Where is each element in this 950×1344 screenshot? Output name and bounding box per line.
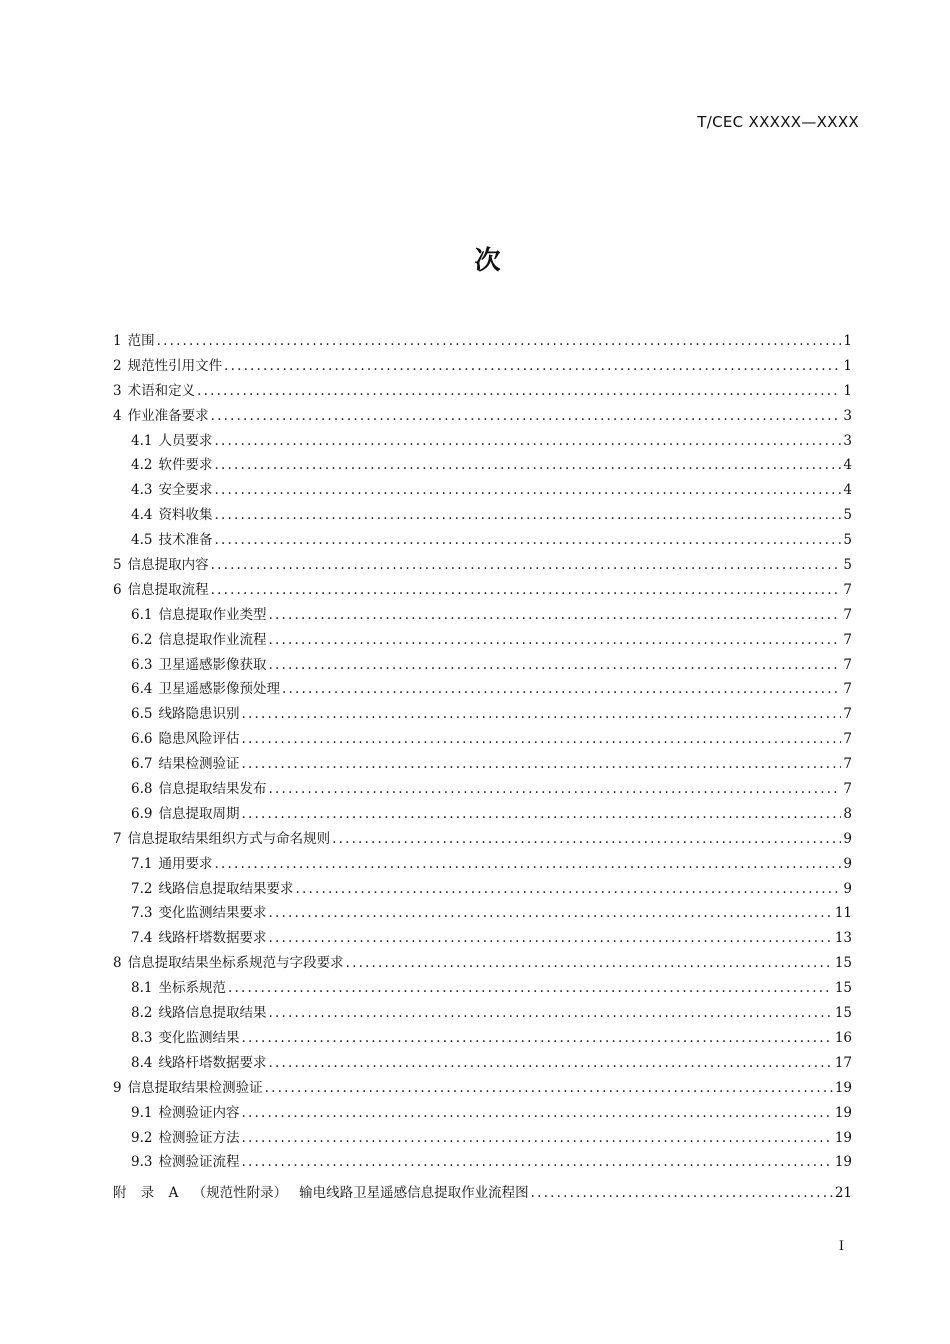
toc-entry-label: 卫星遥感影像预处理: [158, 681, 280, 698]
toc-leader-dots: [211, 582, 842, 598]
toc-entry-number: 4.5: [131, 532, 153, 549]
toc-entry-page: 4: [843, 457, 852, 474]
toc-entry[interactable]: [113, 752, 852, 777]
toc-entry-label: 输电线路卫星遥感信息提取作业流程图: [299, 1185, 529, 1202]
toc-entry-page: 9: [843, 855, 852, 872]
toc-entry-number: 9.1: [131, 1104, 153, 1121]
toc-entry[interactable]: [113, 478, 852, 503]
toc-entry-page: 15: [834, 1005, 852, 1022]
toc-entry-page: 7: [843, 731, 852, 748]
toc-entry[interactable]: [113, 628, 852, 653]
toc-leader-dots: [282, 681, 841, 697]
toc-entry-page: 4: [843, 482, 852, 499]
toc-entry-number: 6.5: [131, 706, 153, 723]
toc-entry-page: 19: [834, 1104, 852, 1121]
toc-entry-label: 线路杆塔数据要求: [158, 930, 267, 947]
toc-leader-dots: [241, 1130, 832, 1146]
toc-leader-dots: [241, 1154, 832, 1170]
toc-leader-dots: [228, 980, 833, 996]
toc-entry-page: 1: [843, 382, 852, 399]
toc-leader-dots: [224, 358, 841, 374]
toc-entry-page: 7: [843, 756, 852, 773]
toc-entry-page: 3: [843, 407, 852, 424]
toc-entry-number: 附 录 A （规范性附录）: [113, 1185, 288, 1202]
toc-entry-page: 9: [843, 880, 852, 897]
toc-entry-appendix-a[interactable]: [113, 1181, 852, 1206]
toc-entry-label: 变化监测结果要求: [158, 905, 267, 922]
toc-entry-page: 7: [843, 656, 852, 673]
toc-entry[interactable]: [113, 329, 852, 354]
toc-entries: [113, 329, 852, 1175]
toc-entry-number: 8.2: [131, 1005, 153, 1022]
toc-entry-label: 线路杆塔数据要求: [158, 1054, 267, 1071]
toc-leader-dots: [268, 781, 841, 797]
toc-entry-number: 8: [113, 955, 122, 972]
toc-entry[interactable]: [113, 877, 852, 902]
toc-leader-dots: [214, 457, 841, 473]
toc-entry-label: 线路信息提取结果: [158, 1005, 267, 1022]
toc-entry-page: 15: [834, 980, 852, 997]
toc-leader-dots: [214, 507, 841, 523]
toc-entry-number: 3: [113, 382, 122, 399]
toc-entry-number: 8.1: [131, 980, 153, 997]
toc-entry-page: 15: [834, 955, 852, 972]
toc-entry[interactable]: [113, 528, 852, 553]
toc-leader-dots: [241, 806, 841, 822]
toc-entry-page: 8: [843, 805, 852, 822]
toc-entry[interactable]: [113, 727, 852, 752]
toc-entry-label: 检测验证内容: [158, 1104, 240, 1121]
toc-entry[interactable]: [113, 976, 852, 1001]
toc-leader-dots: [211, 557, 842, 573]
toc-entry-number: 9.2: [131, 1129, 153, 1146]
toc-entry-label: 软件要求: [158, 457, 213, 474]
toc-entry-page: 5: [843, 532, 852, 549]
toc-entry-page: 3: [843, 432, 852, 449]
page-title: 次: [474, 246, 501, 276]
toc-entry[interactable]: [113, 453, 852, 478]
toc-entry[interactable]: [113, 852, 852, 877]
toc-entry-label: 信息提取结果组织方式与命名规则: [127, 830, 331, 847]
toc-entry-number: 7.4: [131, 930, 153, 947]
toc-entry[interactable]: [113, 827, 852, 852]
toc-entry[interactable]: [113, 578, 852, 603]
toc-leader-dots: [268, 930, 832, 946]
toc-entry-page: 7: [843, 706, 852, 723]
toc-entry[interactable]: [113, 702, 852, 727]
toc-leader-dots: [214, 433, 841, 449]
toc-entry-label: 作业准备要求: [127, 407, 209, 424]
toc-leader-dots: [241, 706, 841, 722]
toc-leader-dots: [241, 731, 841, 747]
toc-entry-number: 6: [113, 581, 122, 598]
toc-entry-number: 6.8: [131, 781, 153, 798]
toc-leader-dots: [332, 831, 841, 847]
toc-entry-number: 8.4: [131, 1054, 153, 1071]
toc-entry-number: 6.4: [131, 681, 153, 698]
toc-entry-label: 资料收集: [158, 507, 213, 524]
toc-leader-dots: [214, 532, 841, 548]
toc-leader-dots: [241, 756, 841, 772]
toc-leader-dots: [268, 632, 841, 648]
toc-entry[interactable]: [113, 677, 852, 702]
toc-entry-number: 8.3: [131, 1029, 153, 1046]
toc-entry[interactable]: [113, 1150, 852, 1175]
toc-leader-dots: [346, 955, 833, 971]
toc-entry-page: 5: [843, 557, 852, 574]
toc-entry-label: 信息提取结果检测验证: [127, 1079, 263, 1096]
toc-entry-label: 信息提取作业类型: [158, 606, 267, 623]
toc-entry-label: 隐患风险评估: [158, 731, 240, 748]
toc-entry[interactable]: [113, 503, 852, 528]
toc-entry-number: 5: [113, 557, 122, 574]
toc-entry-label: 术语和定义: [127, 382, 196, 399]
toc-entry-label: 检测验证方法: [158, 1129, 240, 1146]
toc-leader-dots: [268, 905, 832, 921]
toc-entry-page: 7: [843, 581, 852, 598]
toc-entry-label: 范围: [127, 333, 155, 349]
toc-entry-page: 5: [843, 507, 852, 524]
toc-entry-label: 技术准备: [158, 532, 213, 549]
page-number-footer: I: [838, 1239, 844, 1254]
toc-entry-label: 人员要求: [158, 432, 213, 449]
toc-entry-number: 9: [113, 1079, 122, 1096]
toc-entry-number: 2: [113, 357, 122, 374]
toc-entry-page: 7: [843, 606, 852, 623]
toc-entry-number: 7: [113, 830, 122, 847]
toc-entry-number: 1: [113, 333, 122, 349]
toc-entry[interactable]: [113, 354, 852, 379]
toc-entry[interactable]: [113, 603, 852, 628]
toc-entry[interactable]: [113, 1001, 852, 1026]
toc-entry[interactable]: [113, 777, 852, 802]
toc-entry-page: 7: [843, 631, 852, 648]
toc-entry-number: 6.7: [131, 756, 153, 773]
toc-entry-label: 安全要求: [158, 482, 213, 499]
toc-leader-dots: [268, 1055, 832, 1071]
toc-leader-dots: [531, 1185, 833, 1201]
toc-entry[interactable]: [113, 926, 852, 951]
toc-entry-page: 16: [834, 1029, 852, 1046]
toc-entry-page: 19: [834, 1129, 852, 1146]
toc-entry-number: 4.4: [131, 507, 153, 524]
toc-leader-dots: [241, 1105, 832, 1121]
toc-leader-dots: [268, 657, 841, 673]
toc-entry-page: 21: [834, 1185, 852, 1202]
toc-entry[interactable]: [113, 1101, 852, 1126]
toc-entry-number: 6.3: [131, 656, 153, 673]
toc-entry-number: 6.6: [131, 731, 153, 748]
toc-entry-page: 17: [834, 1054, 852, 1071]
toc-leader-dots: [268, 607, 841, 623]
toc-entry-label: 信息提取作业流程: [158, 631, 267, 648]
toc-entry-page: 13: [834, 930, 852, 947]
toc-entry[interactable]: [113, 1026, 852, 1051]
toc-leader-dots: [265, 1080, 833, 1096]
toc-entry[interactable]: [113, 802, 852, 827]
toc-leader-dots: [211, 408, 842, 424]
toc-entry-page: 1: [843, 357, 852, 374]
toc-entry-label: 通用要求: [158, 855, 213, 872]
toc-leader-dots: [214, 482, 841, 498]
toc-entry-number: 7.3: [131, 905, 153, 922]
toc-leader-dots: [295, 881, 841, 897]
toc-entry[interactable]: [113, 379, 852, 404]
toc-entry-label: 信息提取结果坐标系规范与字段要求: [127, 955, 344, 972]
toc-entry[interactable]: [113, 951, 852, 976]
toc-entry-page: 19: [834, 1079, 852, 1096]
toc-entry-page: 1: [843, 333, 852, 349]
toc-entry-number: 6.9: [131, 805, 153, 822]
toc-leader-dots: [268, 1005, 832, 1021]
toc-entry-label: 信息提取内容: [127, 557, 209, 574]
toc-leader-dots: [241, 1030, 832, 1046]
toc-leader-dots: [214, 856, 841, 872]
toc-entry[interactable]: [113, 553, 852, 578]
toc-entry[interactable]: [113, 1051, 852, 1076]
toc-entry-number: 9.3: [131, 1154, 153, 1171]
toc-entry-label: 线路信息提取结果要求: [158, 880, 294, 897]
toc-leader-dots: [197, 383, 841, 399]
toc-entry-number: 4.1: [131, 432, 153, 449]
toc-entry-label: 信息提取周期: [158, 805, 240, 822]
toc-entry[interactable]: [113, 404, 852, 429]
toc-entry-number: 7.2: [131, 880, 153, 897]
toc-entry-number: 4: [113, 407, 122, 424]
document-code-header: T/CEC XXXXX—XXXX: [697, 113, 859, 131]
toc-entry[interactable]: [113, 429, 852, 454]
toc-entry-page: 7: [843, 681, 852, 698]
toc-entry-page: 7: [843, 781, 852, 798]
toc-entry-label: 信息提取流程: [127, 581, 209, 598]
toc-entry-page: 9: [843, 830, 852, 847]
toc-entry-label: 信息提取结果发布: [158, 781, 267, 798]
toc-entry-page: 11: [834, 905, 852, 922]
toc-entry-label: 变化监测结果: [158, 1029, 240, 1046]
toc-entry[interactable]: [113, 653, 852, 678]
toc-entry-number: 7.1: [131, 855, 153, 872]
table-of-contents: [113, 329, 852, 1206]
toc-entry-number: 4.3: [131, 482, 153, 499]
toc-entry-label: 坐标系规范: [158, 980, 226, 997]
toc-entry[interactable]: [113, 901, 852, 926]
toc-entry[interactable]: [113, 1126, 852, 1151]
toc-entry-label: 规范性引用文件: [127, 357, 223, 374]
toc-entry[interactable]: [113, 1076, 852, 1101]
toc-entry-label: 检测验证流程: [158, 1154, 240, 1171]
toc-entry-label: 线路隐患识别: [158, 706, 240, 723]
toc-entry-page: 19: [834, 1154, 852, 1171]
toc-leader-dots: [157, 333, 842, 349]
toc-entry-number: 6.2: [131, 631, 153, 648]
toc-entry-number: 6.1: [131, 606, 153, 623]
toc-entry-number: 4.2: [131, 457, 153, 474]
toc-entry-label: 卫星遥感影像获取: [158, 656, 267, 673]
toc-entry-label: 结果检测验证: [158, 756, 240, 773]
